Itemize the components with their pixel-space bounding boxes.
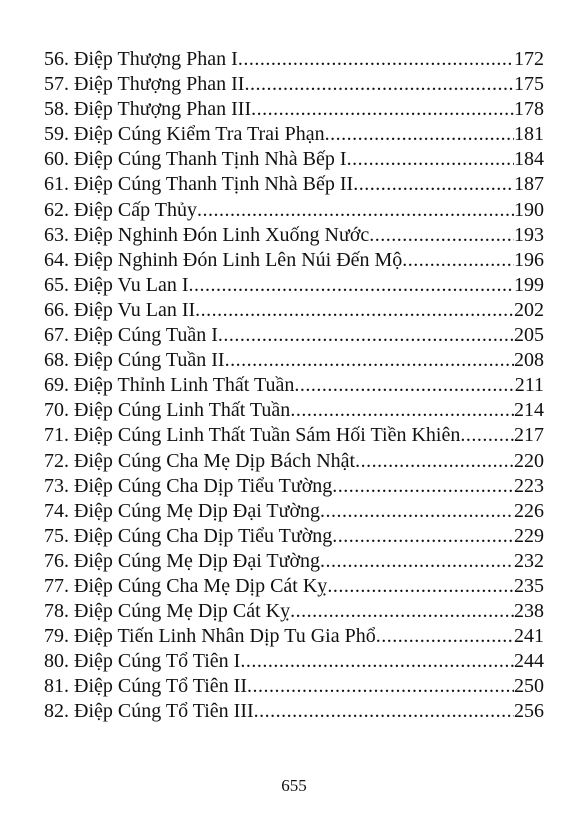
toc-entry-title: 80. Điệp Cúng Tổ Tiên I [44, 650, 241, 673]
toc-entry [44, 248, 544, 273]
toc-entry [44, 499, 544, 524]
table-of-contents [44, 47, 544, 725]
toc-entry [44, 599, 544, 624]
toc-entry [44, 172, 544, 197]
toc-entry-page: 175 [514, 73, 544, 96]
toc-entry-page: 250 [514, 675, 544, 698]
toc-leader-dots [332, 474, 514, 499]
toc-entry-page: 190 [514, 198, 544, 221]
toc-leader-dots [244, 72, 514, 97]
toc-leader-dots [195, 298, 514, 323]
toc-leader-dots [294, 373, 514, 398]
toc-entry-page: 211 [514, 374, 544, 397]
toc-entry-title: 72. Điệp Cúng Cha Mẹ Dịp Bách Nhật [44, 449, 356, 472]
toc-entry [44, 198, 544, 223]
page-number: 655 [281, 776, 307, 795]
toc-entry-title: 62. Điệp Cấp Thủy [44, 198, 197, 221]
toc-entry [44, 348, 544, 373]
toc-entry-title: 78. Điệp Cúng Mẹ Dịp Cát Kỵ [44, 600, 291, 623]
toc-leader-dots [320, 499, 514, 524]
toc-entry-page: 187 [514, 173, 544, 196]
toc-entry [44, 699, 544, 724]
toc-leader-dots [347, 147, 514, 172]
toc-leader-dots [189, 273, 514, 298]
toc-entry-page: 196 [514, 248, 544, 271]
toc-entry-title: 74. Điệp Cúng Mẹ Dịp Đại Tường [44, 499, 321, 522]
toc-entry-title: 81. Điệp Cúng Tổ Tiên II [44, 675, 247, 698]
toc-leader-dots [460, 423, 514, 448]
toc-leader-dots [402, 248, 514, 273]
toc-entry-page: 220 [514, 449, 544, 472]
toc-entry-page: 235 [514, 574, 544, 597]
toc-leader-dots [254, 699, 514, 724]
toc-entry [44, 449, 544, 474]
toc-entry-title: 69. Điệp Thỉnh Linh Thất Tuần [44, 374, 295, 397]
toc-leader-dots [290, 599, 514, 624]
toc-entry-title: 73. Điệp Cúng Cha Dịp Tiểu Tường [44, 474, 333, 497]
toc-leader-dots [325, 122, 514, 147]
toc-entry-title: 61. Điệp Cúng Thanh Tịnh Nhà Bếp II [44, 173, 354, 196]
toc-entry [44, 122, 544, 147]
toc-entry-page: 217 [514, 424, 544, 447]
toc-entry-page: 238 [514, 600, 544, 623]
toc-leader-dots [327, 574, 514, 599]
toc-entry [44, 72, 544, 97]
toc-entry [44, 298, 544, 323]
toc-leader-dots [353, 172, 514, 197]
toc-entry [44, 47, 544, 72]
toc-entry-title: 67. Điệp Cúng Tuần I [44, 324, 218, 347]
toc-entry [44, 649, 544, 674]
toc-entry [44, 323, 544, 348]
toc-entry-title: 56. Điệp Thượng Phan I [44, 48, 238, 70]
toc-leader-dots [376, 624, 514, 649]
toc-entry-page: 205 [514, 324, 544, 347]
toc-entry-title: 57. Điệp Thượng Phan II [44, 73, 245, 96]
toc-leader-dots [369, 223, 514, 248]
toc-entry [44, 398, 544, 423]
toc-entry-page: 199 [514, 273, 544, 296]
toc-entry-page: 256 [514, 700, 544, 723]
toc-entry [44, 474, 544, 499]
toc-leader-dots [238, 47, 514, 72]
toc-entry-page: 232 [514, 549, 544, 572]
toc-entry [44, 674, 544, 699]
toc-entry-page: 223 [514, 474, 544, 497]
toc-leader-dots [247, 674, 514, 699]
toc-entry [44, 524, 544, 549]
toc-entry-page: 214 [514, 399, 544, 422]
toc-entry-page: 229 [514, 524, 544, 547]
toc-entry [44, 273, 544, 298]
toc-entry-page: 208 [514, 349, 544, 372]
toc-entry [44, 223, 544, 248]
toc-entry-title: 71. Điệp Cúng Linh Thất Tuần Sám Hối Tiền Khiên [44, 424, 461, 447]
toc-entry [44, 624, 544, 649]
toc-entry-title: 68. Điệp Cúng Tuần II [44, 349, 225, 372]
toc-leader-dots [218, 323, 514, 348]
toc-entry-title: 75. Điệp Cúng Cha Dịp Tiểu Tường [44, 524, 333, 547]
toc-entry-title: 65. Điệp Vu Lan I [44, 273, 189, 296]
toc-leader-dots [197, 198, 514, 223]
toc-entry-title: 82. Điệp Cúng Tổ Tiên III [44, 700, 254, 723]
toc-entry [44, 423, 544, 448]
toc-leader-dots [240, 649, 514, 674]
toc-leader-dots [320, 549, 514, 574]
toc-entry-title: 58. Điệp Thượng Phan III [44, 98, 252, 121]
toc-entry [44, 373, 544, 398]
toc-entry [44, 574, 544, 599]
toc-leader-dots [332, 524, 514, 549]
toc-entry-title: 79. Điệp Tiến Linh Nhân Dịp Tu Gia Phổ [44, 625, 376, 648]
toc-leader-dots [225, 348, 514, 373]
toc-entry-title: 64. Điệp Nghinh Đón Linh Lên Núi Đến Mộ [44, 248, 403, 271]
toc-entry-page: 184 [514, 148, 544, 171]
toc-entry-title: 76. Điệp Cúng Mẹ Dịp Đại Tường [44, 549, 321, 572]
toc-leader-dots [290, 398, 514, 423]
toc-leader-dots [355, 449, 514, 474]
toc-entry-page: 241 [514, 625, 544, 648]
toc-entry-page: 244 [514, 650, 544, 673]
toc-entry-page: 193 [514, 223, 544, 246]
toc-entry-page: 172 [514, 48, 544, 70]
toc-entry [44, 97, 544, 122]
toc-entry-page: 181 [514, 123, 544, 146]
toc-entry-page: 202 [514, 298, 544, 321]
toc-entry-title: 60. Điệp Cúng Thanh Tịnh Nhà Bếp I [44, 148, 347, 171]
toc-entry [44, 549, 544, 574]
toc-entry-title: 77. Điệp Cúng Cha Mẹ Dịp Cát Kỵ [44, 574, 328, 597]
toc-entry [44, 147, 544, 172]
toc-entry-page: 178 [514, 98, 544, 121]
toc-entry-title: 63. Điệp Nghinh Đón Linh Xuống Nước [44, 223, 370, 246]
toc-entry-title: 59. Điệp Cúng Kiểm Tra Trai Phạn [44, 123, 325, 146]
toc-leader-dots [251, 97, 514, 122]
toc-entry-page: 226 [514, 499, 544, 522]
toc-entry-title: 70. Điệp Cúng Linh Thất Tuần [44, 399, 291, 422]
toc-entry-title: 66. Điệp Vu Lan II [44, 298, 196, 321]
